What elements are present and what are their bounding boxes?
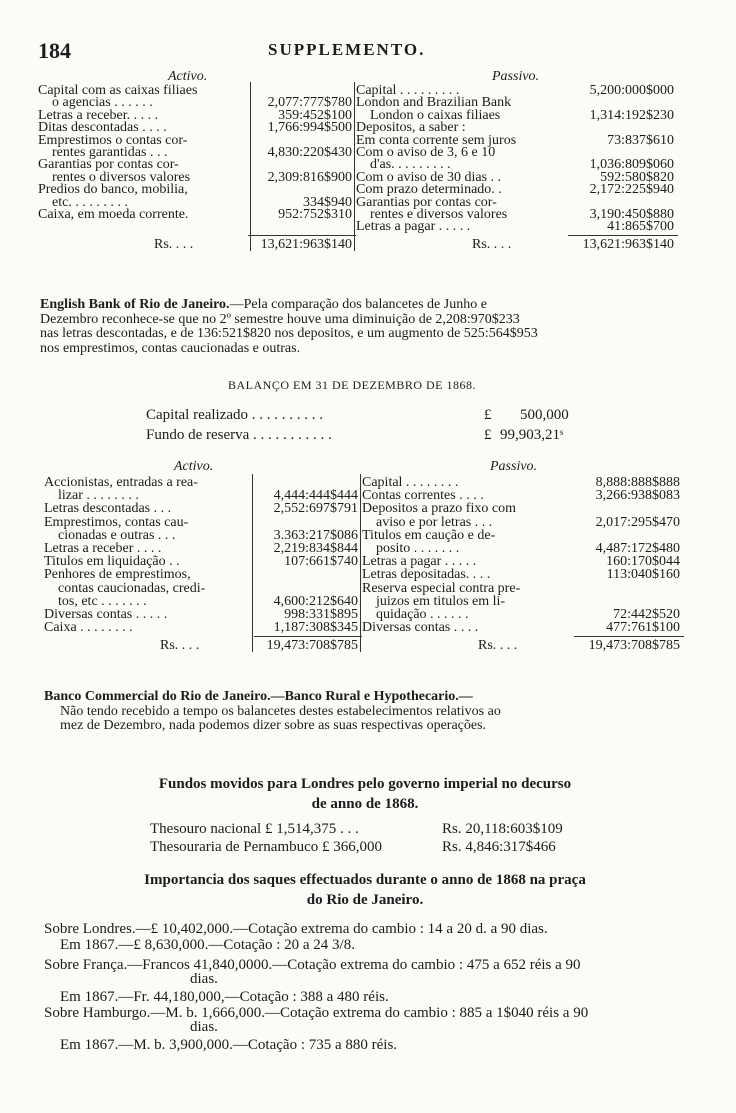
passivo-row-label: Depositos a prazo fixo com [362,501,516,517]
activo-heading: Activo. [168,69,208,84]
banco-commercial-line: Não tendo recebido a tempo os balancetes destes estabelecimentos relativos ao [60,703,501,719]
fundos-row-value: Rs. 20,118:603$109 [442,821,563,837]
passivo-row-value: 160:170$044 [606,554,680,570]
fundos-row-label: Thesouraria de Pernambuco £ 366,000 [150,839,383,855]
passivo-row-value: 3,266:938$083 [595,488,680,504]
fundos-title-line: Fundos movidos para Londres pelo governo imperial no decurso [158,776,572,792]
total-rule [248,235,356,236]
column-divider [360,474,361,652]
saques-line: Em 1867.—£ 8,630,000.—Cotação : 20 a 24 3/8. [60,937,355,953]
passivo-row-label: Letras a pagar . . . . . [356,219,471,235]
activo-row-label: o agencias . . . . . . [52,95,153,111]
page-title: SUPPLEMENTO. [268,40,426,59]
activo-row-label: Ditas descontadas . . . . [38,120,167,136]
passivo-row-label: aviso e por letras . . . [376,514,493,530]
passivo-row-value: 592:580$820 [600,169,674,185]
passivo-row-label: Letras a pagar . . . . . [362,554,477,570]
fundo-reserva-value: 99,903,21ˢ [500,427,564,443]
fundo-reserva-label: Fundo de reserva . . . . . . . . . . . [146,427,332,443]
activo-row-value: 2,552:697$791 [273,501,358,517]
fundos-row-label: Thesouro nacional £ 1,514,375 . . . [150,821,359,837]
saques-title-line: do Rio de Janeiro. [306,892,424,908]
activo-row-value: 4,600:212$640 [273,593,358,609]
activo-row-label: rentes garantidas . . . [52,145,168,160]
total-activo-value: 19,473:708$785 [266,638,358,654]
english-bank-line: nas letras descontadas, e de 136:521$820 nos depositos, e um augmento de 525:564$953 [40,326,538,341]
activo-row-label: lizar . . . . . . . . [58,488,139,504]
total-rule [254,636,362,637]
activo-row-value: 1,187:308$345 [273,620,358,636]
saques-line: Em 1867.—Fr. 44,180,000,—Cotação : 388 a 480 réis. [60,989,389,1005]
currency-symbol: £ [484,407,492,423]
activo-row-value: 998:331$895 [284,607,358,622]
passivo-row-label: Letras depositadas. . . . [362,567,491,583]
passivo-row-label: Garantias por contas cor- [356,194,497,210]
total-activo-value: 13,621:963$140 [260,236,352,252]
passivo-row-label: London and Brazilian Bank [356,95,512,111]
english-bank-line: Dezembro reconhece-se que no 2º semestre houve uma diminuição de 2,208:970$233 [40,311,520,327]
capital-realizado-value: 500,000 [520,407,569,423]
activo-row-value: 2,077:777$780 [267,95,352,111]
saques-line: Sobre França.—Francos 41,840,0000.—Cotação extrema do cambio : 475 a 652 réis a 90 [44,957,581,973]
passivo-row-label: Com o aviso de 3, 6 e 10 [356,145,496,160]
passivo-row-label: posito . . . . . . . [376,541,460,556]
passivo-row-label: Com prazo determinado. . [356,182,502,198]
passivo-row-label: Reserva especial contra pre- [362,580,521,596]
saques-line: Sobre Hamburgo.—M. b. 1,666,000.—Cotação extrema do cambio : 885 a 1$040 réis a 90 [44,1005,589,1021]
page-number: 184 [38,38,71,63]
column-divider [354,82,355,251]
banco-commercial-title: Banco Commercial do Rio de Janeiro.—Banco Rural e Hypothecario.— [44,689,473,704]
activo-row-label: etc. . . . . . . . . [52,194,128,210]
activo-row-value: 3.363:217$086 [273,527,358,543]
fundos-title [40,774,690,814]
saques-title-line: Importancia dos saques effectuados durante o anno de 1868 na praça [144,872,586,888]
passivo-row-value: 72:442$520 [613,607,680,622]
activo-row-value: 334$940 [303,194,352,210]
activo-row-label: Letras a receber. . . . . [38,107,159,123]
saques-title [40,870,690,910]
english-bank-line: nos emprestimos, contas caucionadas e outras. [40,340,301,356]
passivo-row-value: 5,200:000$000 [589,83,674,98]
saques-line: dias. [190,1019,218,1035]
activo-row-value: 1,766:994$500 [267,120,352,136]
activo-row-label: contas caucionadas, credi- [58,580,206,596]
total-rule [574,636,684,637]
passivo-row-value: 113:040$160 [606,567,680,583]
fundos-row-value: Rs. 4,846:317$466 [442,839,556,855]
passivo-row-value: 8,888:888$888 [595,475,680,490]
activo-heading: Activo. [174,459,214,474]
banco-commercial-paragraph [44,690,684,734]
passivo-row-label: Depositos, a saber : [356,120,466,136]
activo-row-value: 4,830:220$430 [267,145,352,160]
total-passivo-value: 19,473:708$785 [588,638,680,654]
activo-row-label: Emprestimos, contas cau- [44,514,189,530]
passivo-row-label: Contas correntes . . . . [362,488,484,504]
activo-row-value: 2,219:834$844 [273,541,358,556]
total-label: Rs. . . . [154,236,194,252]
passivo-row-label: Com o aviso de 30 dias . . [356,169,502,185]
activo-row-label: rentes o diversos valores [52,169,191,185]
activo-row-value: 359:452$100 [278,107,352,123]
activo-row-label: Letras descontadas . . . [44,501,172,517]
passivo-row-value: 4,487:172$480 [595,541,680,556]
passivo-row-value: 41:865$700 [607,219,674,235]
activo-row-label: Letras a receber . . . . [44,541,162,556]
activo-row-label: Caixa . . . . . . . . [44,620,133,636]
activo-row-value: 952:752$310 [278,207,352,222]
activo-row-label: Predios do banco, mobilia, [38,182,188,198]
passivo-heading: Passivo. [490,459,538,474]
column-divider [250,82,251,251]
banco-commercial-line: mez de Dezembro, nada podemos dizer sobre as suas respectivas operações. [60,718,487,733]
passivo-row-value: 2,172:225$940 [589,182,674,198]
activo-row-label: Penhores de emprestimos, [44,567,191,583]
passivo-row-label: d'as. . . . . . . . . [370,157,451,173]
passivo-row-label: London o caixas filiaes [370,107,501,123]
passivo-row-label: juizos em titulos em li- [376,593,506,609]
passivo-row-label: Diversas contas . . . . [362,620,479,636]
fundos-title-line: de anno de 1868. [311,796,419,812]
activo-row-label: Titulos em liquidação . . [44,554,180,570]
total-rule [568,235,678,236]
passivo-row-label: quidação . . . . . . [376,607,469,622]
balanco-title: BALANÇO EM 31 DE DEZEMBRO DE 1868. [228,378,476,392]
capital-realizado-label: Capital realizado . . . . . . . . . . [146,407,324,423]
passivo-row-value: 1,036:809$060 [589,157,674,173]
passivo-row-value: 1,314:192$230 [589,107,674,123]
passivo-row-label: rentes e diversos valores [370,207,508,222]
column-divider [252,474,253,652]
passivo-row-label: Capital . . . . . . . . [362,475,459,490]
passivo-row-value: 477:761$100 [606,620,680,636]
activo-row-label: Accionistas, entradas a rea- [44,475,198,490]
passivo-row-value: 2,017:295$470 [595,514,680,530]
passivo-row-label: Capital . . . . . . . . . [356,83,460,98]
activo-row-label: Caixa, em moeda corrente. [38,207,189,222]
passivo-heading: Passivo. [492,69,540,84]
passivo-row-label: Em conta corrente sem juros [356,132,517,148]
activo-row-label: cionadas e outras . . . [58,527,176,543]
total-label: Rs. . . . [160,638,200,654]
activo-row-label: Emprestimos o contas cor- [38,132,188,148]
activo-row-label: Diversas contas . . . . . [44,607,168,622]
currency-symbol: £ [484,427,492,443]
activo-row-value: 2,309:816$900 [267,169,352,185]
activo-row-label: Garantias por contas cor- [38,157,179,173]
activo-row-label: tos, etc . . . . . . . [58,593,147,609]
activo-row-value: 4,444:444$444 [273,488,358,504]
total-passivo-value: 13,621:963$140 [582,236,674,252]
english-bank-paragraph [40,298,680,356]
english-bank-title: English Bank of Rio de Janeiro. [40,297,230,312]
saques-line: Em 1867.—M. b. 3,900,000.—Cotação : 735 a 880 réis. [60,1037,398,1053]
total-label: Rs. . . . [478,638,518,654]
saques-line: Sobre Londres.—£ 10,402,000.—Cotação extrema do cambio : 14 a 20 d. a 90 dias. [44,921,548,937]
passivo-row-value: 73:837$610 [607,132,674,148]
passivo-row-label: Titulos em caução e de- [362,527,496,543]
activo-row-label: Capital com as caixas filiaes [38,83,198,98]
saques-line: dias. [190,971,218,987]
english-bank-line: —Pela comparação dos balancetes de Junho e [229,297,487,312]
activo-row-value: 107:661$740 [284,554,358,570]
total-label: Rs. . . . [472,236,512,252]
passivo-row-value: 3,190:450$880 [589,207,674,222]
